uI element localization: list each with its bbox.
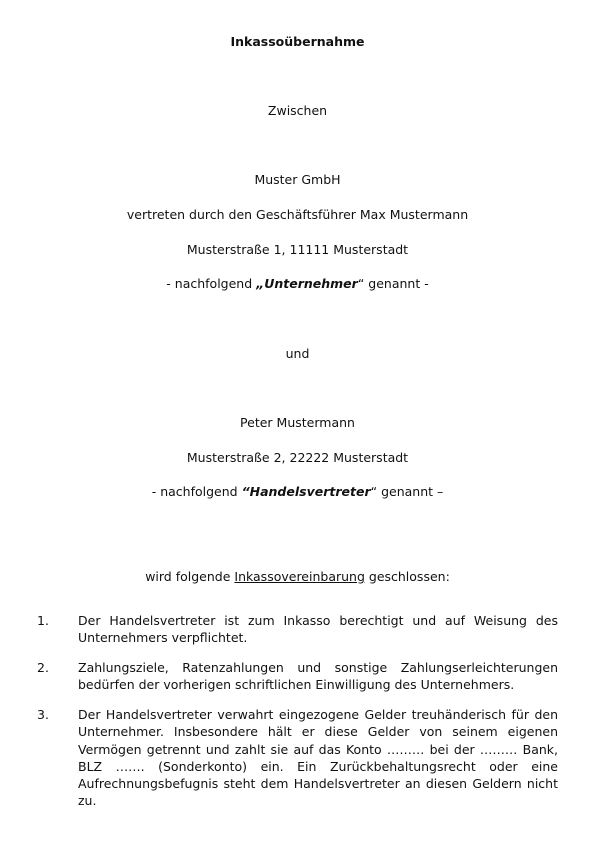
party2-open-quote: “ [241,484,250,499]
party1-designation-prefix: - nachfolgend [166,276,257,291]
party2-designation-suffix: genannt – [377,484,444,499]
party2-close-quote: “ [370,484,378,499]
document-title: Inkassoübernahme [230,34,365,49]
party1-address: Musterstraße 1, 11111 Musterstadt [186,242,409,257]
party1-name: Muster GmbH [254,172,341,187]
agreement-line [0,569,595,585]
party1-term: Unternehmer [264,276,358,291]
party1-represented: vertreten durch den Geschäftsführer Max Mustermann [126,207,469,222]
party2-address: Musterstraße 2, 22222 Musterstadt [186,450,409,465]
party2-designation-prefix: - nachfolgend [151,484,242,499]
party1-close-quote: “ [357,276,365,291]
party1-designation-suffix: genannt - [364,276,429,291]
agreement-term: Inkassovereinbarung [234,569,365,584]
party2-designation [0,484,595,500]
clause-3-number: 3. [37,707,49,722]
between-label: Zwischen [267,103,328,118]
party1-open-quote: „ [256,276,265,291]
clause-1-number: 1. [37,613,49,628]
agreement-suffix: geschlossen: [364,569,450,584]
and-label: und [285,346,310,361]
agreement-prefix: wird folgende [145,569,235,584]
party2-term: Handelsvertreter [249,484,371,499]
clause-3-text: Der Handelsvertreter verwahrt eingezogene Gelder treuhänderisch für den Unternehmer. Insbesondere hält er diese Gelder von seinem eigenen Vermögen getrennt und zahlt sie auf das Konto ……… bei der ……… Bank, BLZ ……. (Sonderkonto) ein. Ein Zurückbehaltungsrecht oder eine Aufrechnungsbefugnis steht dem Handelsvertreter an diesen Geldern nicht zu. [78,707,558,809]
clause-2-number: 2. [37,660,49,675]
party2-name: Peter Mustermann [240,415,355,430]
clause-1-text: Der Handelsvertreter ist zum Inkasso berechtigt und auf Weisung des Unternehmers verpflichtet. [78,613,558,646]
clause-2-text: Zahlungsziele, Ratenzahlungen und sonstige Zahlungserleichterungen bedürfen der vorherigen schriftlichen Einwilligung des Unternehmers. [78,660,558,693]
party1-designation [0,276,595,292]
